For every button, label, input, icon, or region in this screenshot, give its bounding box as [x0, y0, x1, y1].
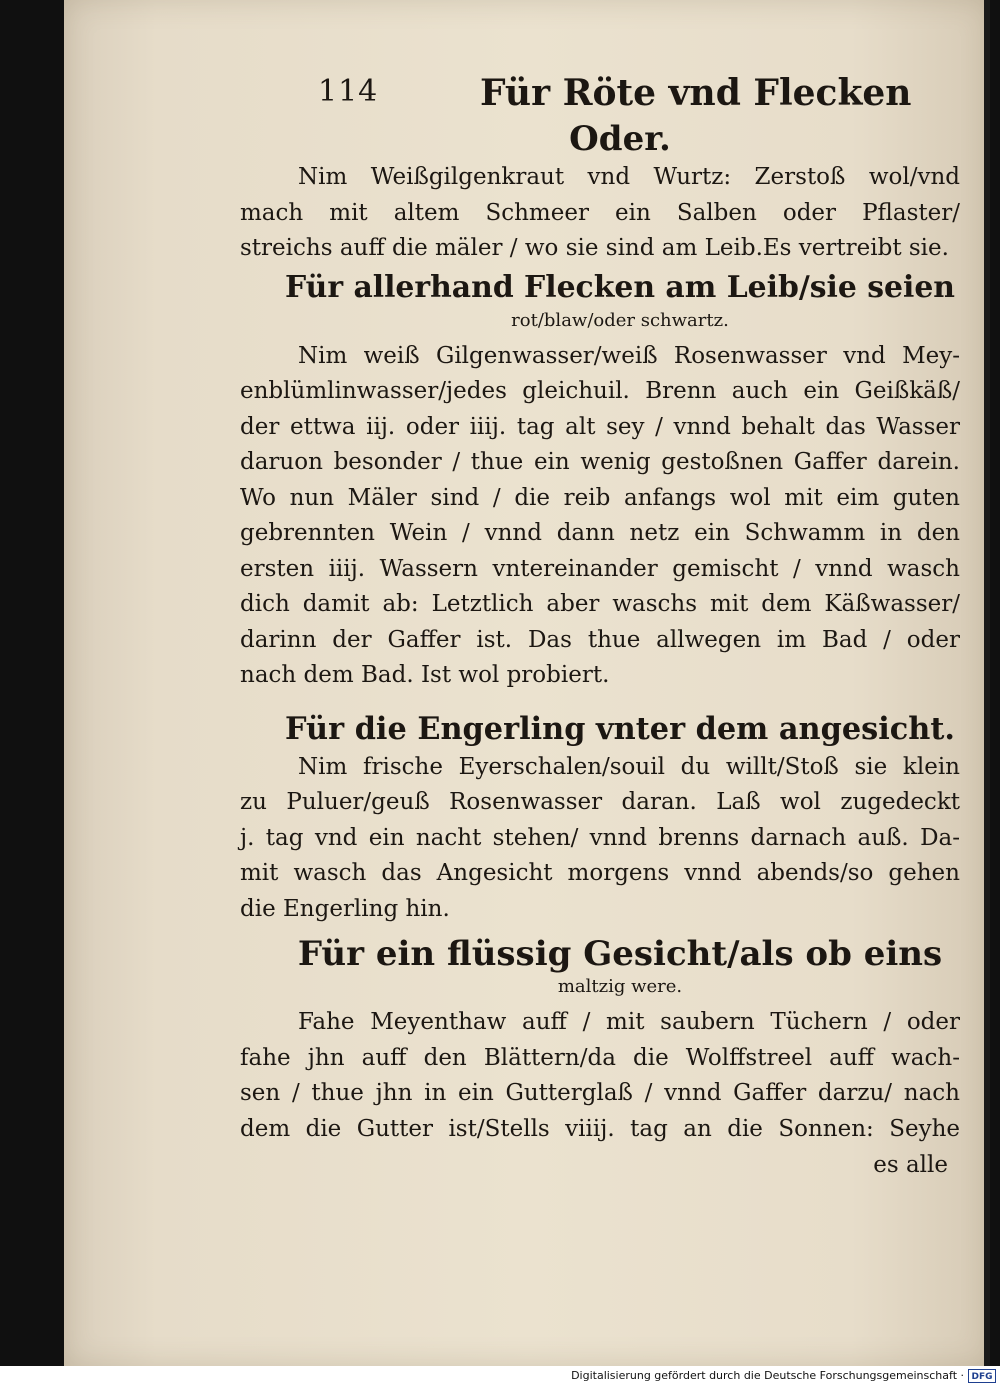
text-line: Fahe Meyenthaw auff / mit saubern Tüchern / oder [298, 1009, 960, 1035]
catchword: es alle [873, 1152, 948, 1178]
text-line: der ettwa iij. oder iiij. tag alt sey / vnnd behalt das Wasser [240, 413, 960, 440]
footer-bar [0, 1366, 1000, 1387]
text-line: Wo nun Mäler sind / die reib anfangs wol mit eim guten [240, 484, 960, 511]
section-heading: Oder. [569, 119, 671, 159]
page-text [240, 60, 960, 1183]
section-oder [240, 118, 960, 267]
text-line: fahe jhn auff den Blättern/da die Wolffstreel auff wach- [240, 1044, 960, 1071]
text-line: Nim Weißgilgenkraut vnd Wurtz: Zerstoß wol/vnd [298, 164, 960, 190]
text-line: dem die Gutter ist/Stells viiij. tag an die Sonnen: Seyhe [240, 1115, 960, 1142]
text-line: sen / thue jhn in ein Gutterglaß / vnnd Gaffer darzu/ nach [240, 1080, 960, 1106]
section-heading: Für ein flüssig Gesicht/als ob eins [297, 934, 943, 974]
text-line: Nim frische Eyerschalen/souil du willt/Stoß sie klein [298, 753, 960, 780]
section-gesicht [240, 933, 960, 1183]
text-line: enblümlinwasser/jedes gleichuil. Brenn auch ein Geißkäß/ [240, 378, 960, 404]
section-subheading: rot/blaw/oder schwartz. [511, 309, 729, 331]
text-line: mit wasch das Angesicht morgens vnnd abends/so gehen [240, 860, 960, 886]
footer-credit: Digitalisierung gefördert durch die Deutsche Forschungsgemeinschaft · [571, 1369, 964, 1382]
section-engerling [240, 708, 960, 928]
section-paragraph [240, 339, 960, 694]
text-line: dich damit ab: Letztlich aber waschs mit dem Käßwasser/ [240, 591, 960, 617]
text-line: j. tag vnd ein nacht stehen/ vnnd brenns darnach auß. Da- [240, 824, 960, 851]
text-line: ersten iiij. Wassern vntereinander gemischt / vnnd wasch [240, 555, 960, 582]
text-line: daruon besonder / thue ein wenig gestoßnen Gaffer darein. [240, 449, 960, 475]
text-line: darinn der Gaffer ist. Das thue allwegen im Bad / oder [240, 626, 960, 653]
text-line: Nim weiß Gilgenwasser/weiß Rosenwasser vnd Mey- [298, 342, 960, 369]
running-title: Für Röte vnd Flecken [480, 72, 912, 114]
text-line: zu Puluer/geuß Rosenwasser daran. Laß wol zugedeckt [240, 789, 960, 815]
text-line: nach dem Bad. Ist wol probiert. [240, 662, 610, 688]
section-heading: Für die Engerling vnter dem angesicht. [285, 710, 955, 747]
page-header [240, 60, 960, 116]
section-paragraph [240, 160, 960, 267]
page-edge [984, 0, 990, 1366]
dfg-logo-icon: DFG [968, 1369, 996, 1383]
section-paragraph [240, 750, 960, 928]
section-flecken [240, 267, 960, 694]
text-line: streichs auff die mäler / wo sie sind am Leib.Es vertreibt sie. [240, 235, 949, 261]
text-line: die Engerling hin. [240, 895, 450, 922]
section-paragraph [240, 1005, 960, 1147]
text-line: gebrennten Wein / vnnd dann netz ein Schwamm in den [240, 520, 960, 546]
text-line: mach mit altem Schmeer ein Salben oder Pflaster/ [240, 199, 960, 226]
section-heading: Für allerhand Flecken am Leib/sie seien [285, 269, 955, 305]
page-number: 114 [318, 74, 379, 109]
section-subheading: maltzig were. [557, 976, 683, 997]
